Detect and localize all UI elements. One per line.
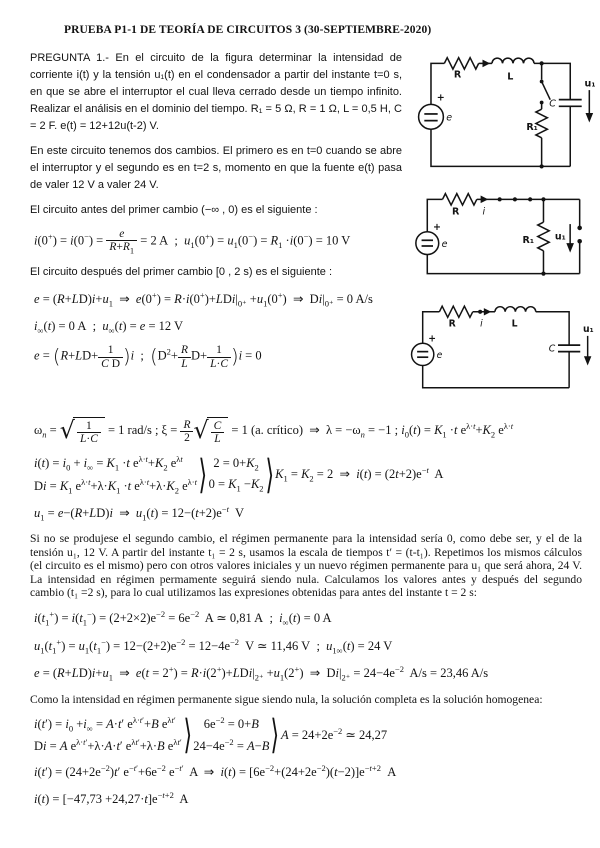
equation-final-numeric: $i(t) = [-47,73 +24,27\cdot t]e^{-t+2}$ A [34,789,189,806]
equation-characteristic: e = (R+LD+ $\frac{1}{\text{C D}}$ )i ; ($D^2+$ $\frac{R}{L}$ D+ $\frac{1}{L\cdot C}$ )i = 0 [34,344,262,370]
junction-dot [528,197,532,201]
system-brace-icon: ⟩ [198,451,208,498]
inductor-L [495,307,536,330]
system-1-condition-1: $2 = 0+K_2$ [213,456,259,473]
system-1-condition-2: $0 = K_1 -K_2$ [208,476,264,494]
system-2-expressions [34,715,182,755]
resistor-R1 [523,199,550,273]
system-2-condition-1: $6e^{-2} = 0+B$ [203,715,259,732]
system-1-row-1: $i(t) = i_0 + i_\infty = K_1 \cdot t$ $e^{\lambda\cdot t}+K_2$ $e^{\lambda t}$ [34,454,183,473]
system-brace-icon: ⟩ [270,711,280,758]
junction-dot [540,164,544,168]
inductor-L [492,58,534,82]
current-arrow-icon [481,196,489,204]
voltage-u1-label: u₁ [583,324,594,336]
top-section [30,50,596,408]
equation-steady-state-1: $i_\infty(t) = 0$ A ; $u_\infty(t) = e = 12$ V [34,318,184,336]
system-2-condition-2: $24-4e^{-2} = A-B$ [193,736,270,753]
current-arrow-icon [482,60,490,68]
voltage-u1-arrow [585,78,596,122]
equation-initial-conditions: i(0+) = i(0−) = $\frac{e}{R+R_1}$ = 2 A ; $u_1(0^+) = u_1(0^-) = R_1 \cdot i(0^-) = 10$ V [34,228,351,256]
dc-source [412,333,443,365]
source-label: e [441,238,448,250]
inductor-L-label: L [507,71,514,83]
system-2-result: $A = 24+2e^{-2}$ ≃ 24,27 [280,725,388,743]
source-label: e [436,350,443,362]
circuit-diagram-original [410,50,596,176]
junction-dot [541,272,545,276]
system-1-conditions [209,456,264,493]
wire [427,255,579,274]
resistor-R-label: R [452,206,460,218]
wire [534,63,570,99]
system-2-conditions [193,715,269,753]
resistor-R1-label: R₁ [526,122,538,134]
system-1-expressions [34,454,197,495]
wire [536,312,569,345]
system-1-result: $K_1 = K_2 = 2$ ⇒ $i(t) = (2t+2)e^{-t}$ A [275,465,444,485]
line-after-first-change: El circuito después del primer cambio [0 , 2 s) es el siguiente : [30,266,333,279]
source-label: e [446,112,453,124]
text-column [30,50,402,408]
equation-u1-at-t1: $u_1(t_1^+) = u_1(t_1^-) = 12-(2+2)e^{-2} = 12-4e^{-2}$ V ≃ 11,46 V ; $u_{1\infty}(t) = 24$ V [34,636,393,656]
resistor-R-label: R [453,69,462,81]
dc-source [416,222,448,255]
equation-system-2 [34,711,582,758]
system-1-row-2: $Di = K_1$ $e^{\lambda\cdot t}+\lambda\cdot K_1 \cdot t$ $e^{\lambda\cdot t}+\lambda\cdot K_2$ $e^{\lambda\cdot t}$ [34,476,197,496]
equation-system-1 [34,451,582,498]
circuit-diagram-before-t0 [410,186,596,286]
current-i-label: i [482,206,486,218]
system-2-row-1: $i(t') = i_0 +i_\infty = A\cdot t'$ $e^{\lambda\cdot t'}+B$ $e^{\lambda t'}$ [34,714,176,734]
capacitor-C [549,98,581,166]
junction-dot [498,197,502,201]
system-brace-icon: ⟩ [265,451,274,498]
resistor-R [439,306,472,329]
equation-kvl-t2: $e = (R+LD)i+u_1$ ⇒ $e(t = 2^+) = R\cdot i(2^+)+LDi|_{2^+} +u_1(2^+)$ ⇒ $Di|_{2^+} = 24-4e^{-2}$ A/s = 23,46 A/s [34,664,489,684]
voltage-u1-label: u₁ [554,231,566,243]
changes-paragraph: En este circuito tenemos dos cambios. El primero es en t=0 cuando se abre el interruptor y el segundo es en t=2 s, momento en que la fuente e(t) pasa de valer 12 V a valer 24 V. [30,145,402,191]
resistor-R [443,194,477,218]
diagram-column [402,50,596,408]
current-arrow-icon [484,308,491,315]
capacitor-C-label: C [549,98,556,110]
resistor-R [444,58,478,81]
system-2-row-2: Di = A $e^{\lambda\cdot t'}+\lambda\cdot A\cdot t'$ $e^{\lambda t'}+\lambda\cdot B$ $e^{\lambda t'}$ [34,737,182,754]
equation-i-at-t1: $i(t_1^+) = i(t_1^-) = (2+2\times 2)e^{-2} = 6e^{-2}$ A ≃ 0,81 A ; $i_\infty(t) = 0$ A [34,609,332,628]
junction-dot [478,310,482,314]
capacitor-C [549,344,581,388]
inductor-L-label: L [511,318,518,330]
voltage-u1-label: u₁ [584,78,596,90]
wire [423,366,569,388]
source-polarity-label: + [436,92,445,104]
wire [431,129,570,166]
homogeneous-solution-paragraph: Como la intensidad en régimen permanente sigue siendo nula, la solución completa es la solución homogenea: [30,693,543,707]
resistor-R-label: R [448,318,456,330]
line-before-first-change: El circuito antes del primer cambio (−∞ , 0) es el siguiente : [30,204,318,216]
open-capacitor-port [577,199,582,273]
current-i-label: i [480,318,483,330]
dc-source [419,93,453,130]
system-brace-icon: ⟩ [183,711,192,758]
junction-dot [513,197,517,201]
equation-u1-result: $u_1 = e-(R+LD)i$ ⇒ $u_1(t) = 12-(t+2)e^{-t}$ V [34,504,244,524]
capacitor-C-label: C [548,343,556,355]
equation-kvl-t0: $e = (R+LD)i+u_1$ ⇒ $e(0^+) = R\cdot i(0^+)+LDi|_{0^+} +u_1(0^+)$ ⇒ $Di|_{0^+} = 0$ A/s [34,290,373,309]
page-title: PRUEBA P1-1 DE TEORÍA DE CIRCUITOS 3 (30-SEPTIEMBRE-2020) [64,24,432,36]
equation-natural-frequency: $\omega_n$ = √ $\frac{1}{L\cdot C}$ = 1 rad/s ; ξ = $\frac{R}{2}$ √ $\frac{C}{L}$ = 1 (a. crítico) ⇒ $\lambda = -\omega_n = -1$ ; $i_0(t) = K_1 \cdot t$ $e^{\lambda\cdot t}+K_2$ $e^{\lambda\cdot t}$ [34,416,514,446]
resistor-R1-label: R₁ [522,235,535,247]
source-polarity-label: + [428,333,437,345]
voltage-u1-arrow [583,324,594,365]
source-polarity-label: + [433,221,441,233]
question-paragraph: PREGUNTA 1.- En el circuito de la figura determinar la intensidad de corriente i(t) y la tensión u₁(t) en el condensador a partir del instante t=0 s, en que se abre el interruptor el cual lleva cerrado desde un tiempo infinito. Realizar el análisis en el dominio del tiempo. R₁ = 5 Ω, R = 1 Ω, L = 0,5 H, C = 2 F. e(t) = 12+12u(t-2) V. [30,52,402,132]
equation-final-expression: $i(t') = (24+2e^{-2})t'$ $e^{-t'}+6e^{-2}$ $e^{-t'}$ A ⇒ $i(t) = [6e^{-2}+(24+2e^{-2})(t-2)]e^{-t+2}$ A [34,763,397,780]
voltage-u1-arrow [555,224,574,253]
circuit-diagram-after-t0 [406,296,596,398]
resistor-R1 [526,103,547,167]
second-change-paragraph: Si no se produjese el segundo cambio, el régimen permanente para la intensidad sería 0, como debe ser, y el de la tensión u₁, 12 V. A partir del instante t₁ = 2 s, usamos la escala de tiempos t′ = (t-t₁). Repetimos los mismos cálculos (el circuito es el mismo) pero con otros valores iniciales y un nuevo régimen permanente para u₁ que será ahora, 24 V. La intensidad en régimen permamente seguirá siendo nula. Calculamos los valores antes y después del segundo cambio (t₁ =2 s), para lo cual utilizamos las expresiones obtenidas para antes del instante t = 2 s: [30,532,582,600]
